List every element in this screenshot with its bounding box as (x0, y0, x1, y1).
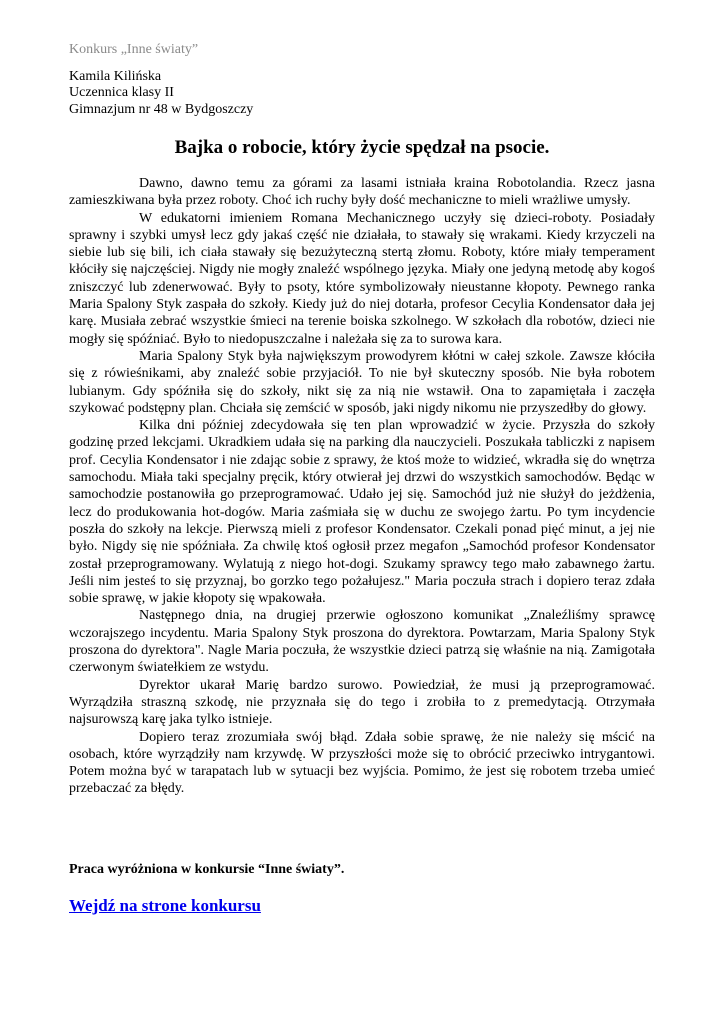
contest-header-note: Konkurs „Inne światy” (69, 42, 199, 57)
author-grade: Uczennica klasy II (69, 85, 174, 101)
author-block (69, 69, 253, 118)
contest-website-link[interactable]: Wejdź na strone konkursu (69, 896, 261, 915)
story-paragraph: Maria Spalony Styk była największym prowodyrem kłótni w całej szkole. Zawsze kłóciła się z rówieśnikami, aby znaleźć sobie przyjaciół. To nie był skuteczny sposób. Nie była robotem lubianym. Gdy spóźniła się do szkoły, nikt się za nią nie wstawił. Ona to zapamiętała i zaczęła szykować podstępny plan. Chciała się zemścić w sposób, jaki nigdy nikomu nie przyszedłby do głowy. (69, 348, 655, 416)
story-paragraph: Dyrektor ukarał Marię bardzo surowo. Powiedział, że musi ją przeprogramować. Wyrządziła straszną szkodę, nie przyznała się do tego i zrobiła to z premedytacją. Otrzymała najsurowszą karę jaka tylko istnieje. (69, 677, 655, 728)
author-school: Gimnazjum nr 48 w Bydgoszczy (69, 101, 254, 117)
author-name: Kamila Kilińska (69, 69, 162, 84)
award-note: Praca wyróżniona w konkursie “Inne światy”. (69, 862, 345, 877)
story-paragraph: Dopiero teraz zrozumiała swój błąd. Zdała sobie sprawę, że nie należy się mścić na osobach, które wyrządziły nam krzywdę. W przyszłości może się to obrócić przeciwko intrygantowi. Potem można być w tarapatach lub w sytuacji bez wyjścia. Pomimo, że jest się robotem trzeba umieć przebaczać za błędy. (69, 729, 655, 797)
story-paragraph: W edukatorni imieniem Romana Mechanicznego uczyły się dzieci-roboty. Posiadały sprawny i szybki umysł lecz gdy jakaś część nie działała, to stawały się wrakami. Kiedy krzyczeli na siebie lub się bili, ich ciała stawały się bezużyteczną stertą złomu. Roboty, które miały temperament kłóciły się najczęściej. Nigdy nie mogły znaleźć wspólnego języka. Miały one jedyną metodę aby kogoś zniszczyć lub zdenerwować. Były to psoty, które symbolizowały nieustanne kłopoty. Pewnego ranka Maria Spalony Styk zaspała do szkoły. Kiedy już do niej dotarła, profesor Cecylia Kondensator dała jej karę. Musiała zebrać wszystkie śmieci na terenie boiska szkolnego. W szkołach dla robotów, dzieci nie mogły się spóźniać. Było to niedopuszczalne i należała się za to surowa kara. (69, 210, 655, 347)
story-body (69, 175, 655, 798)
story-paragraph: Kilka dni później zdecydowała się ten plan wprowadzić w życie. Przyszła do szkoły godzinę przed lekcjami. Ukradkiem udała się na parking dla nauczycieli. Poszukała tabliczki z napisem prof. Cecylia Kondensator i nie zdając sobie z sprawy, że ktoś może to widzieć, wkradła się do wnętrza samochodu. Miała taki specjalny pręcik, który otwierał jej drzwi do wszystkich samochodów. Będąc w samochodzie postanowiła go przeprogramować. Udało jej się. Samochód już nie służył do jeżdżenia, lecz do produkowania hot-dogów. Maria zaśmiała się w duchu ze swojego żartu. Po tym incydencie poszła do szkoły na lekcje. Pierwszą mieli z profesor Kondensator. Czekali ponad pięć minut, a jej nie było. Nigdy się nie spóźniała. Za chwilę ktoś ogłosił przez megafon „Samochód profesor Kondensator został przeprogramowany. Wylatują z niego hot-dogi. Szukamy sprawcy tego mało zabawnego żartu. Jeśli nim jesteś to się przyznaj, bo gorzko tego pożałujesz." Maria poczuła strach i dopiero teraz zdała sobie sprawę, w jakie kłopoty się wpakowała. (69, 418, 655, 607)
story-paragraph: Następnego dnia, na drugiej przerwie ogłoszono komunikat „Znaleźliśmy sprawcę wczorajszego incydentu. Maria Spalony Styk proszona do dyrektora. Powtarzam, Maria Spalony Styk proszona do dyrektora". Nagle Maria poczuła, że wszystkie dzieci patrzą się właśnie na nią. Zamigotała czerwonym światełkiem ze wstydu. (69, 608, 655, 676)
story-paragraph: Dawno, dawno temu za górami za lasami istniała kraina Robotolandia. Rzecz jasna zamieszkiwana była przez roboty. Choć ich ruchy były dość mechaniczne to mieli wrażliwe umysły. (69, 176, 655, 209)
story-title: Bajka o robocie, który życie spędzał na psocie. (174, 137, 550, 158)
